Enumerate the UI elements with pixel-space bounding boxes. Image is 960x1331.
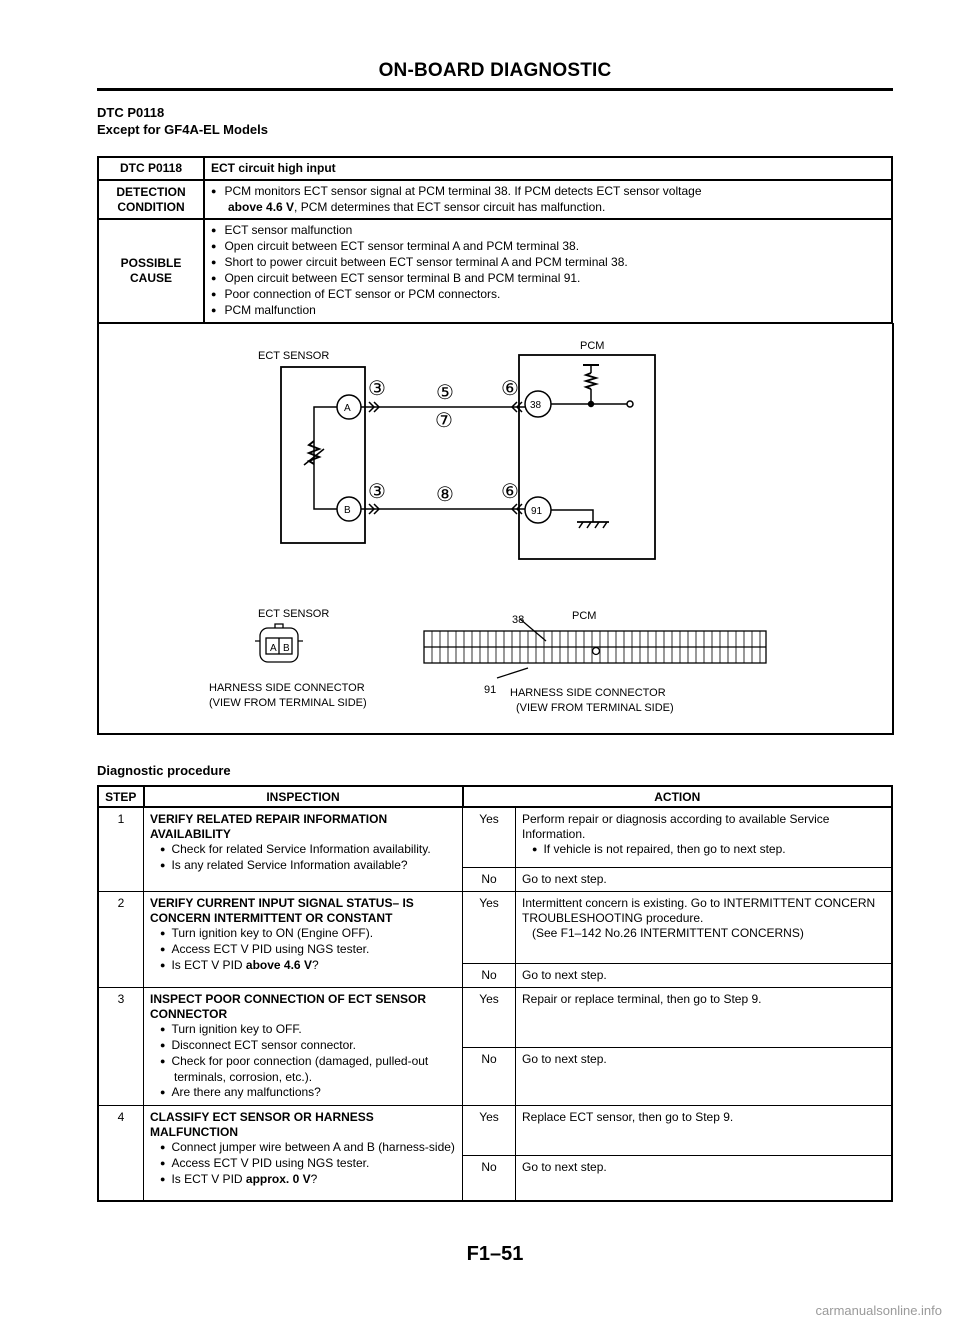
dtc-scope-line: Except for GF4A-EL Models	[97, 122, 268, 137]
cause-item: ● Short to power circuit between ECT sensor terminal A and PCM terminal 38.	[211, 255, 885, 271]
step-heading: CLASSIFY ECT SENSOR OR HARNESS MALFUNCTION	[150, 1109, 374, 1139]
col-inspection: INSPECTION	[144, 786, 463, 807]
wire-code-3: ③	[368, 481, 386, 503]
inspection-item: ● Access ECT V PID using NGS tester.	[160, 1156, 456, 1172]
yes-action-text: Intermittent concern is existing. Go to INTERMITTENT CONCERN TROUBLESHOOTING procedure.	[522, 895, 876, 925]
col-step: STEP	[98, 786, 144, 807]
yes-action-reference: (See F1–142 No.26 INTERMITTENT CONCERNS)	[532, 925, 804, 940]
cause-item: ● Poor connection of ECT sensor or PCM connectors.	[211, 287, 885, 303]
ect-connector-caption-1: HARNESS SIDE CONNECTOR	[209, 682, 365, 694]
dtc-info-table	[97, 156, 893, 324]
step-number: 4	[98, 1105, 144, 1201]
inspection-text: Is ECT V PID	[171, 957, 246, 972]
step-number: 3	[98, 987, 144, 1105]
inspection-item: ● Are there any malfunctions?	[160, 1085, 456, 1101]
inspection-item: ● Turn ignition key to ON (Engine OFF).	[160, 926, 456, 942]
cause-list-cell	[204, 219, 892, 323]
yes-action	[516, 891, 893, 963]
step-inspection	[144, 891, 463, 987]
cause-label-line-2: CAUSE	[129, 271, 172, 285]
ect-sensor-box	[281, 367, 365, 543]
pcm-pin-91-leader	[497, 668, 528, 678]
pcm-box	[519, 355, 655, 559]
dtc-code-line: DTC P0118	[97, 105, 165, 120]
inspection-text: ?	[311, 957, 319, 972]
pullup-resistor	[586, 373, 596, 389]
yes-action	[516, 807, 893, 867]
inspection-text: Is ECT V PID	[171, 1171, 246, 1186]
ect-connector-title: ECT SENSOR	[258, 608, 330, 620]
detection-text-2: , PCM determines that ECT sensor circuit has malfunction.	[294, 200, 606, 214]
inspection-item: ● Check for poor connection (damaged, pulled-out terminals, corrosion, etc.).	[160, 1054, 456, 1085]
col-action: ACTION	[463, 786, 893, 807]
detection-label-line-2: CONDITION	[117, 199, 185, 214]
step-heading: VERIFY CURRENT INPUT SIGNAL STATUS– IS CONCERN INTERMITTENT OR CONSTANT	[150, 895, 414, 925]
ground-lead	[551, 510, 593, 522]
watermark: carmanualsonline.info	[815, 1303, 942, 1318]
step-number: 2	[98, 891, 144, 987]
cause-item: ● ECT sensor malfunction	[211, 223, 885, 239]
pcm-label: PCM	[580, 340, 605, 352]
inspection-item: ● Access ECT V PID using NGS tester.	[160, 942, 456, 958]
dtc-code-cell: DTC P0118	[98, 157, 204, 180]
page-number: F1–51	[466, 1243, 524, 1265]
inspection-item: ● Connect jumper wire between A and B (harness-side)	[160, 1140, 456, 1156]
wiring-diagram-box	[97, 323, 894, 735]
pcm-connector-pin-91: 91	[484, 684, 497, 696]
cause-label	[98, 219, 204, 323]
page-header: ON-BOARD DIAGNOSTIC	[378, 60, 612, 81]
no-label: No	[463, 1155, 516, 1201]
terminal-a-label: A	[344, 403, 351, 414]
inspection-threshold: above 4.6 V	[245, 957, 312, 972]
cause-list	[211, 223, 885, 319]
detection-item	[211, 184, 885, 215]
wire-code-5: ⑤	[436, 382, 454, 404]
terminal-b-label: B	[344, 505, 351, 516]
yes-action-item: ● If vehicle is not repaired, then go to next step.	[532, 842, 885, 858]
yes-label: Yes	[463, 891, 516, 963]
step-inspection	[144, 987, 463, 1105]
inspection-text: ?	[310, 1171, 318, 1186]
pcm-connector-key	[593, 648, 600, 655]
pcm-connector-caption-2: (VIEW FROM TERMINAL SIDE)	[516, 702, 674, 714]
no-action: Go to next step.	[516, 1047, 893, 1105]
yes-label: Yes	[463, 1105, 516, 1155]
inspection-item: ● Turn ignition key to OFF.	[160, 1022, 456, 1038]
yes-action-text: Perform repair or diagnosis according to available Service Information.	[522, 812, 830, 841]
terminal-38-label: 38	[530, 400, 542, 411]
ect-connector-pin-a: A	[270, 643, 277, 654]
ground-hatch	[579, 522, 607, 528]
cause-item: ● Open circuit between ECT sensor terminal B and PCM terminal 91.	[211, 271, 885, 287]
detection-threshold: above 4.6 V	[228, 200, 295, 214]
header-rule	[97, 88, 893, 91]
no-label: No	[463, 867, 516, 891]
dtc-title	[97, 104, 268, 138]
step-number: 1	[98, 807, 144, 891]
ect-connector-caption-2: (VIEW FROM TERMINAL SIDE)	[209, 697, 367, 709]
wiring-diagram	[99, 323, 892, 733]
step-row	[98, 807, 892, 867]
ect-connector-pin-b: B	[283, 643, 290, 654]
no-action: Go to next step.	[516, 1155, 893, 1201]
pcm-connector-caption-1: HARNESS SIDE CONNECTOR	[510, 687, 666, 699]
no-action: Go to next step.	[516, 867, 893, 891]
dtc-name-cell: ECT circuit high input	[204, 157, 892, 180]
yes-action: Replace ECT sensor, then go to Step 9.	[516, 1105, 893, 1155]
cause-item: ● PCM malfunction	[211, 303, 885, 319]
yes-label: Yes	[463, 987, 516, 1047]
inspection-item: ● Check for related Service Information availability.	[160, 842, 456, 858]
pcm-connector-title: PCM	[572, 610, 597, 622]
step-row	[98, 987, 892, 1047]
detection-label	[98, 180, 204, 219]
terminal-91-label: 91	[531, 506, 543, 517]
wire-code-6: ⑥	[501, 481, 519, 503]
inspection-item: ● Is any related Service Information available?	[160, 858, 456, 874]
no-label: No	[463, 963, 516, 987]
step-row	[98, 1105, 892, 1155]
ect-sensor-label: ECT SENSOR	[258, 350, 330, 362]
step-heading: VERIFY RELATED REPAIR INFORMATION AVAILABILITY	[150, 812, 388, 841]
pcm-output-terminal	[627, 401, 633, 407]
procedure-header-row	[98, 786, 892, 807]
step-inspection	[144, 1105, 463, 1201]
pcm-connector-pin-38: 38	[512, 614, 525, 626]
detection-label-line-1: DETECTION	[116, 184, 186, 199]
wire-code-8: ⑧	[436, 484, 454, 506]
no-action: Go to next step.	[516, 963, 893, 987]
step-inspection	[144, 807, 463, 891]
detection-text-1: PCM monitors ECT sensor signal at PCM terminal 38. If PCM detects ECT sensor voltage	[224, 184, 702, 198]
wire-code-3: ③	[368, 378, 386, 400]
wire-code-7: ⑦	[435, 410, 453, 432]
inspection-item	[160, 1172, 456, 1188]
inspection-item	[160, 958, 456, 974]
procedure-title: Diagnostic procedure	[97, 763, 231, 778]
step-heading: INSPECT POOR CONNECTION OF ECT SENSOR CONNECTOR	[150, 991, 427, 1021]
cause-item: ● Open circuit between ECT sensor terminal A and PCM terminal 38.	[211, 239, 885, 255]
inspection-item: ● Disconnect ECT sensor connector.	[160, 1038, 456, 1054]
detection-text	[204, 180, 892, 219]
procedure-table	[97, 785, 893, 1202]
wire-code-6: ⑥	[501, 378, 519, 400]
no-label: No	[463, 1047, 516, 1105]
step-row	[98, 891, 892, 963]
yes-label: Yes	[463, 807, 516, 867]
cause-label-line-1: POSSIBLE	[120, 256, 182, 270]
inspection-threshold: approx. 0 V	[245, 1171, 311, 1186]
yes-action: Repair or replace terminal, then go to Step 9.	[516, 987, 893, 1047]
